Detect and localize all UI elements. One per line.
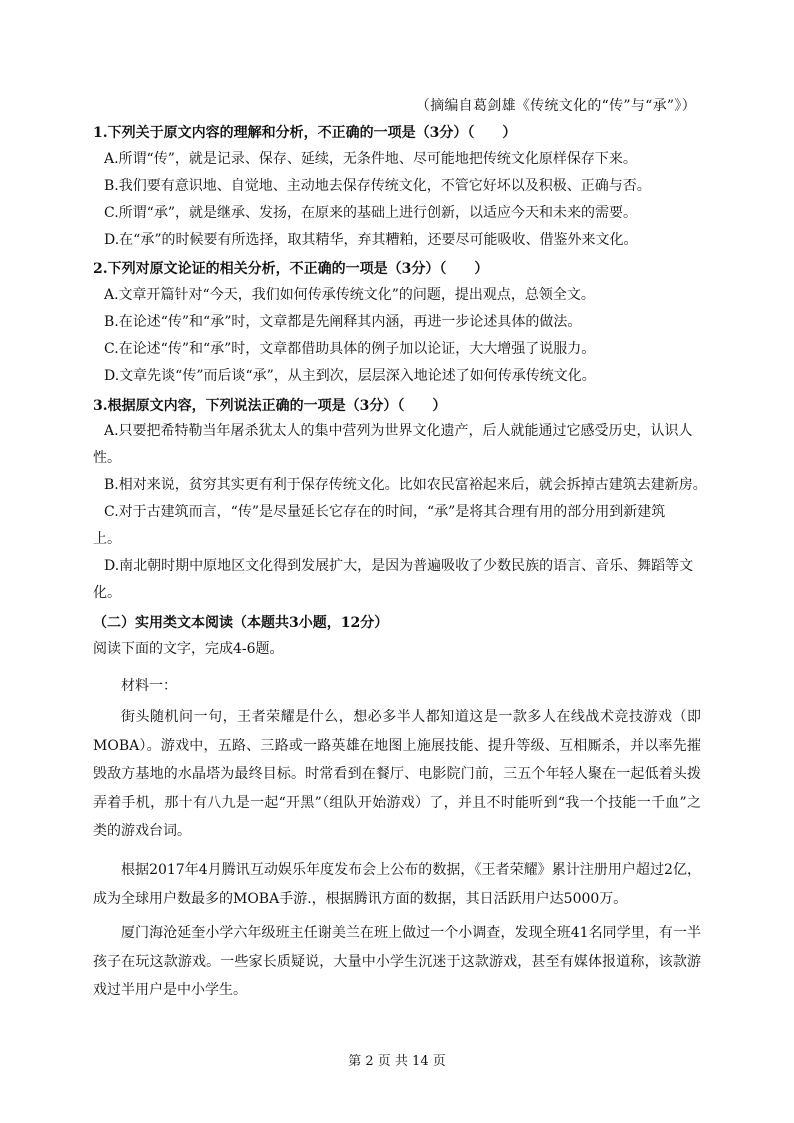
question-3-option-b: B.相对来说，贫穷其实更有利于保存传统文化。比如农民富裕起来后，就会拆掉古建筑去建新房。 [104,477,707,493]
question-2-option-c: C.在论述“传”和“承”时，文章都借助具体的例子加以论证，大大增强了说服力。 [104,341,596,357]
section-heading: （二）实用类文本阅读（本题共3小题，12分） [93,615,389,631]
option-d-line-2: 化。 [93,585,121,601]
source-citation: （摘编自葛剑雄《传统文化的“传”与“承”》） [415,98,696,114]
reading-instruction: 阅读下面的文字，完成4-6题。 [93,641,284,657]
option-c-line-1: C.对于古建筑而言，“传”是尽量延长它存在的时间，“承”是将其合理有用的部分用到新建筑 [104,504,666,520]
question-3-option-d [93,553,704,607]
page-footer: 第 2 页 共 14 页 [348,1054,446,1069]
option-a-line-1: A.只要把希特勒当年屠杀犹太人的集中营列为世界文化遗产，后人就能通过它感受历史，认识人 [104,423,693,439]
question-1-option-d: D.在“承”的时候要有所选择，取其精华，弃其糟粕，还要尽可能吸收、借鉴外来文化。 [104,232,638,248]
question-1-option-c: C.所谓“承”，就是继承、发扬，在原来的基础上进行创新，以适应今天和未来的需要。 [104,205,637,221]
question-2-option-b: B.在论述“传”和“承”时，文章都是先阐释其内涵，再进一步论述具体的做法。 [104,314,582,330]
option-d-line-1: D.南北朝时期中原地区文化得到发展扩大，是因为普遍吸收了少数民族的语言、音乐、舞蹈等文 [104,558,694,574]
material-label: 材料一： [121,678,177,694]
question-1-option-b: B.我们要有意识地、自觉地、主动地去保存传统文化，不管它好坏以及积极、正确与否。 [104,178,651,194]
question-2-title: 2.下列对原文论证的相关分析，不正确的一项是（3分）（ ） [93,261,489,277]
material-paragraph-1: 街头随机问一句，王者荣耀是什么，想必多半人都知道这是一款多人在线战术竞技游戏（即MOBA）。游戏中，五路、三路或一路英雄在地图上施展技能、提升等级、互相厮杀，并以率先摧毁敌方基地的水晶塔为最终目标。时常看到在餐厅、电影院门前，三五个年轻人聚在一起低着头拨弄着手机，那十有八九是一起“开黑”（组队开始游戏）了，并且不时能听到“我一个技能一千血”之类的游戏台词。 [93,709,701,839]
question-1-option-a: A.所谓“传”，就是记录、保存、延续，无条件地、尽可能地把传统文化原样保存下来。 [104,151,637,167]
question-3-option-a [93,418,704,472]
question-1-title: 1.下列关于原文内容的理解和分析，不正确的一项是（3分）（ ） [93,125,517,141]
question-3-title: 3.根据原文内容，下列说法正确的一项是（3分）（ ） [93,398,447,414]
question-3-option-c [93,499,704,553]
question-2-option-d: D.文章先谈“传”而后谈“承”，从主到次，层层深入地论述了如何传承传统文化。 [104,368,596,384]
material-paragraph-2: 根据2017年4月腾讯互动娱乐年度发布会上公布的数据，《王者荣耀》累计注册用户超过2亿，成为全球用户数最多的MOBA手游.，根据腾讯方面的数据，其日活跃用户达5000万。 [93,862,701,907]
material-paragraph-3: 厦门海沧延奎小学六年级班主任谢美兰在班上做过一个小调查，发现全班41名同学里，有一半孩子在玩这款游戏。一些家长质疑说，大量中小学生沉迷于这款游戏，甚至有媒体报道称，该款游戏过半用户是中小学生。 [93,925,701,998]
option-a-line-2: 性。 [93,450,121,466]
option-c-line-2: 上。 [93,531,121,547]
question-2-option-a: A.文章开篇针对“今天，我们如何传承传统文化”的问题，提出观点，总领全文。 [104,287,595,303]
